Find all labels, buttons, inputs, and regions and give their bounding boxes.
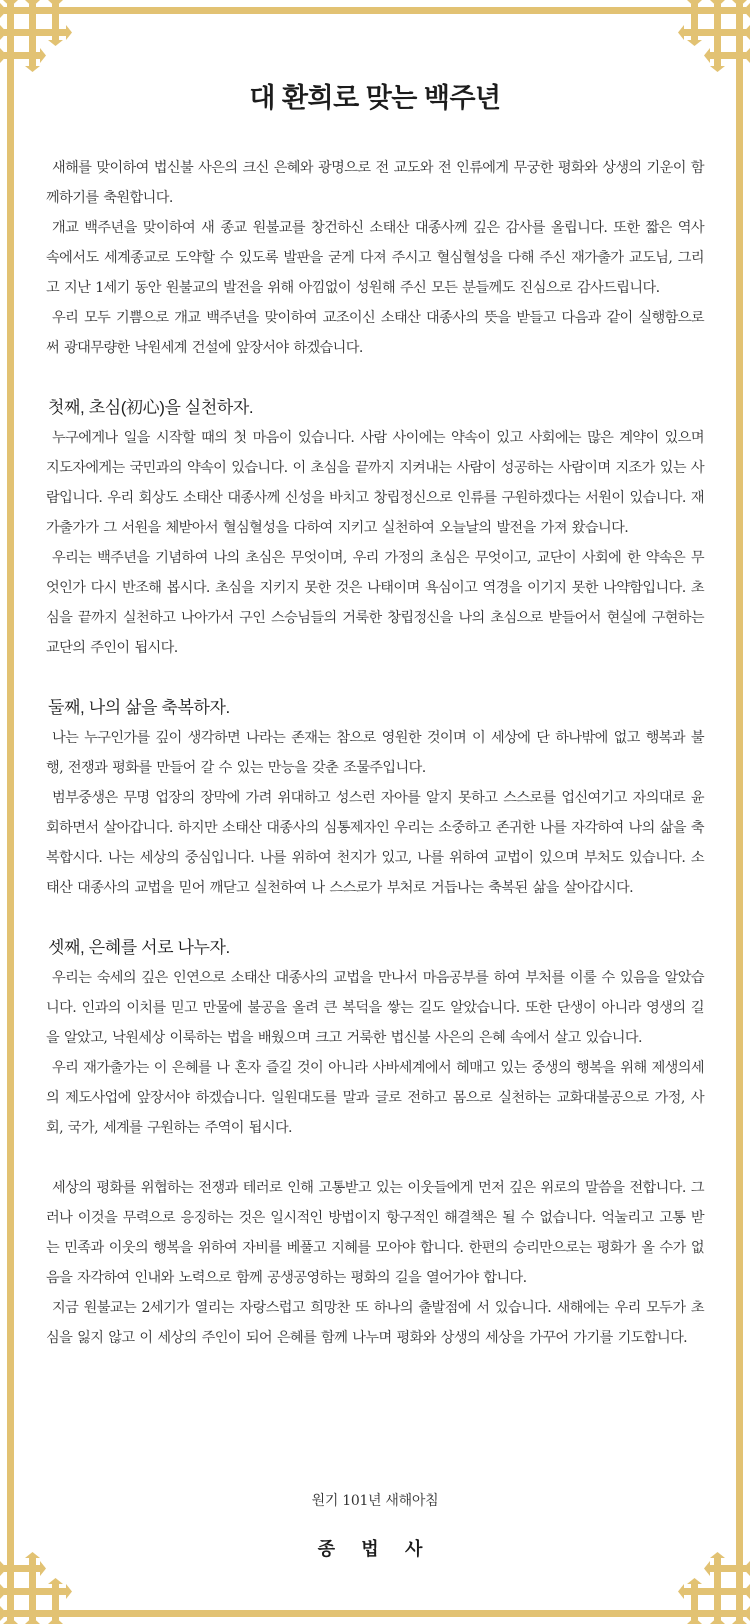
border-bottom [40, 1610, 710, 1617]
border-left [7, 40, 14, 1584]
intro-paragraph: 우리 모두 기쁨으로 개교 백주년을 맞이하여 교조이신 소태산 대종사의 뜻을 받들고 다음과 같이 실행함으로써 광대무량한 낙원세계 건설에 앞장서야 하겠습니다. [46, 310, 704, 356]
closing-paragraph: 지금 원불교는 2세기가 열리는 자랑스럽고 희망찬 또 하나의 출발점에 서 있습니다. 새해에는 우리 모두가 초심을 잃지 않고 이 세상의 주인이 되어 은혜를 함께 나누며 평화와 상생의 세상을 가꾸어 가기를 기도합니다. [46, 1300, 704, 1346]
border-right [736, 40, 743, 1584]
document-body [46, 153, 704, 1353]
section-paragraph: 누구에게나 일을 시작할 때의 첫 마음이 있습니다. 사람 사이에는 약속이 있고 사회에는 많은 계약이 있으며 지도자에게는 국민과의 약속이 있습니다. 이 초심을 끝까지 지켜내는 사람이 성공하는 사람이며 지조가 있는 사람입니다. 우리 회상도 소태산 대종사께 신성을 바치고 창립정신으로 인류를 구원하겠다는 서원이 있습니다. 재가출가가 그 서원을 체받아서 혈심혈성을 다하여 지키고 실천하여 오늘날의 발전을 가져 왔습니다. [46, 430, 704, 536]
closing-paragraph: 세상의 평화를 위협하는 전쟁과 테러로 인해 고통받고 있는 이웃들에게 먼저 깊은 위로의 말씀을 전합니다. 그러나 이것을 무력으로 응징하는 것은 일시적인 방법이지 항구적인 해결책은 될 수 없습니다. 억눌리고 고통 받는 민족과 이웃의 행복을 위하여 자비를 베풀고 지혜를 모아야 합니다. 한편의 승리만으로는 평화가 올 수가 없음을 자각하여 인내와 노력으로 함께 공생공영하는 평화의 길을 열어가야 합니다. [46, 1180, 704, 1286]
section-paragraph: 우리 재가출가는 이 은혜를 나 혼자 즐길 것이 아니라 사바세계에서 헤매고 있는 중생의 행복을 위해 제생의세의 제도사업에 앞장서야 하겠습니다. 일원대도를 말과 글로 전하고 몸으로 실천하는 교화대불공으로 가정, 사회, 국가, 세계를 구원하는 주역이 됩시다. [46, 1060, 704, 1136]
section-paragraph: 우리는 백주년을 기념하여 나의 초심은 무엇이며, 우리 가정의 초심은 무엇이고, 교단이 사회에 한 약속은 무엇인가 다시 반조해 봅시다. 초심을 지키지 못한 것은 나태이며 욕심이고 역경을 이기지 못한 나약함입니다. 초심을 끝까지 실천하고 나아가서 구인 스승님들의 거룩한 창립정신을 나의 초심으로 받들어서 현실에 구현하는 교단의 주인이 됩시다. [46, 550, 704, 656]
border-top [40, 7, 710, 14]
section-paragraph: 나는 누구인가를 깊이 생각하면 나라는 존재는 참으로 영원한 것이며 이 세상에 단 하나밖에 없고 행복과 불행, 전쟁과 평화를 만들어 갈 수 있는 만능을 갖춘 조물주입니다. [46, 730, 704, 776]
signature-author: 종 법 사 [317, 1539, 433, 1560]
section-heading: 첫째, 초심(初心)을 실천하자. [48, 398, 254, 417]
signature-date: 원기 101년 새해아침 [311, 1493, 439, 1509]
section-paragraph: 범부중생은 무명 업장의 장막에 가려 위대하고 성스런 자아를 알지 못하고 스스로를 업신여기고 자의대로 윤회하면서 살아갑니다. 하지만 소태산 대종사의 심통제자인 우리는 소중하고 존귀한 나를 자각하여 나의 삶을 축복합시다. 나는 세상의 중심입니다. 나를 위하여 천지가 있고, 나를 위하여 교법이 있으며 부처도 있습니다. 소태산 대종사의 교법을 믿어 깨닫고 실천하여 나 스스로가 부처로 거듭나는 축복된 삶을 살아갑시다. [46, 790, 704, 896]
section-paragraph: 우리는 숙세의 깊은 인연으로 소태산 대종사의 교법을 만나서 마음공부를 하여 부처를 이룰 수 있음을 알았습니다. 인과의 이치를 믿고 만물에 불공을 올려 큰 복덕을 쌓는 길도 알았습니다. 또한 단생이 아니라 영생의 길을 알았고, 낙원세상 이룩하는 법을 배웠으며 크고 거룩한 법신불 사은의 은혜 속에서 살고 있습니다. [46, 970, 704, 1046]
section-heading: 둘째, 나의 삶을 축복하자. [48, 698, 230, 717]
section-second [46, 693, 704, 903]
section-first [46, 393, 704, 663]
intro-paragraph: 개교 백주년을 맞이하여 새 종교 원불교를 창건하신 소태산 대종사께 깊은 감사를 올립니다. 또한 짧은 역사 속에서도 세계종교로 도약할 수 있도록 발판을 굳게 다져 주시고 혈심혈성을 다해 주신 재가출가 교도님, 그리고 지난 1세기 동안 원불교의 발전을 위해 아낌없이 성원해 주신 모든 분들께도 진심으로 감사드립니다. [46, 220, 704, 296]
intro-paragraph: 새해를 맞이하여 법신불 사은의 크신 은혜와 광명으로 전 교도와 전 인류에게 무궁한 평화와 상생의 기운이 함께하기를 축원합니다. [46, 160, 704, 206]
spacer [46, 1143, 704, 1173]
document-title: 대 환희로 맞는 백주년 [249, 83, 501, 113]
section-third [46, 933, 704, 1143]
section-heading: 셋째, 은혜를 서로 나누자. [48, 938, 230, 957]
